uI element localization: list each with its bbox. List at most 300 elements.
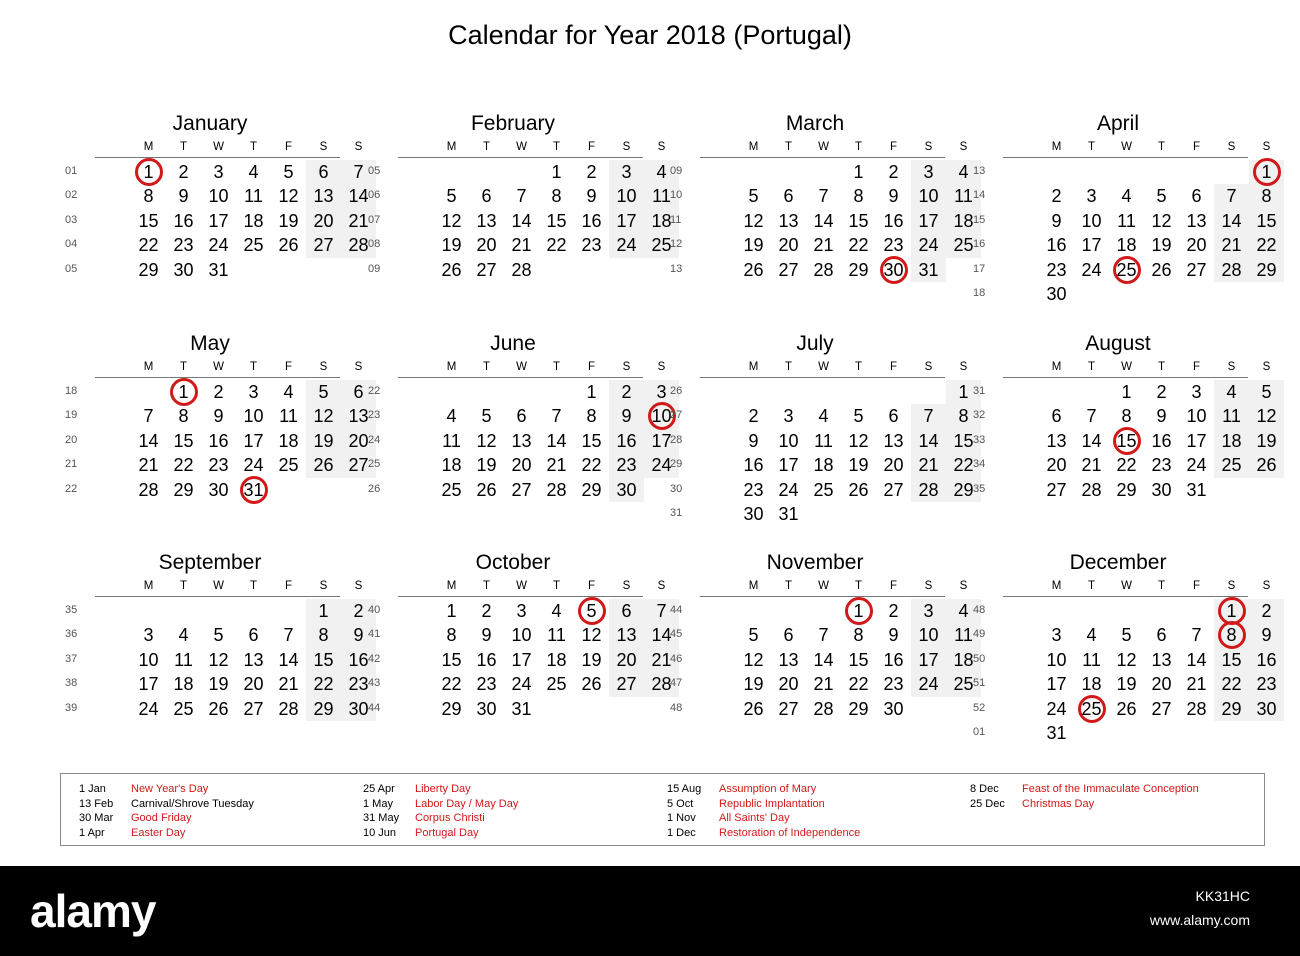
day-cell[interactable]: 22 <box>546 235 567 256</box>
day-cell[interactable]: 28 <box>511 259 532 280</box>
day-cell[interactable]: 24 <box>918 235 939 256</box>
day-cell[interactable]: 4 <box>958 601 969 621</box>
day-cell[interactable]: 14 <box>278 649 299 670</box>
day-cell[interactable]: 20 <box>476 235 497 256</box>
day-cell[interactable]: 16 <box>173 210 194 231</box>
day-cell[interactable]: 14 <box>546 430 567 451</box>
day-cell[interactable]: 8 <box>853 186 864 207</box>
day-cell[interactable]: 31 <box>1046 723 1067 743</box>
day-cell[interactable]: 1 <box>958 382 969 402</box>
day-cell[interactable]: 8 <box>586 406 597 427</box>
day-cell[interactable]: 8 <box>1226 625 1237 646</box>
day-cell[interactable]: 23 <box>208 455 229 476</box>
day-cell[interactable]: 16 <box>208 430 229 451</box>
day-cell[interactable]: 28 <box>138 479 159 500</box>
day-cell[interactable]: 28 <box>651 674 672 695</box>
day-cell[interactable]: 19 <box>743 235 764 256</box>
day-cell[interactable]: 5 <box>748 186 759 207</box>
day-cell[interactable]: 19 <box>848 455 869 476</box>
day-cell[interactable]: 3 <box>1086 186 1097 207</box>
day-cell[interactable]: 5 <box>586 601 597 621</box>
day-cell[interactable]: 13 <box>313 186 334 207</box>
day-cell[interactable]: 21 <box>138 455 159 476</box>
day-cell[interactable]: 18 <box>546 649 567 670</box>
day-cell[interactable]: 16 <box>883 210 904 231</box>
day-cell[interactable]: 1 <box>1121 382 1132 402</box>
day-cell[interactable]: 14 <box>348 186 369 207</box>
day-cell[interactable]: 13 <box>1046 430 1067 451</box>
day-cell[interactable]: 25 <box>953 674 974 695</box>
day-cell[interactable]: 8 <box>1261 186 1272 207</box>
day-cell[interactable]: 21 <box>813 674 834 695</box>
day-cell[interactable]: 17 <box>511 649 532 670</box>
day-cell[interactable]: 3 <box>923 601 934 621</box>
day-cell[interactable]: 9 <box>353 625 364 646</box>
day-cell[interactable]: 29 <box>1256 259 1277 280</box>
day-cell[interactable]: 13 <box>1186 210 1207 231</box>
day-cell[interactable]: 13 <box>883 430 904 451</box>
day-cell[interactable]: 14 <box>813 649 834 670</box>
day-cell[interactable]: 17 <box>651 430 672 451</box>
day-cell[interactable]: 31 <box>208 259 229 280</box>
day-cell[interactable]: 9 <box>586 186 597 207</box>
day-cell[interactable]: 25 <box>953 235 974 256</box>
day-cell[interactable]: 20 <box>313 210 334 231</box>
day-cell[interactable]: 5 <box>1156 186 1167 207</box>
day-cell[interactable]: 3 <box>1051 625 1062 646</box>
day-cell[interactable]: 18 <box>1116 235 1137 256</box>
day-cell[interactable]: 12 <box>848 430 869 451</box>
day-cell[interactable]: 31 <box>243 479 264 500</box>
day-cell[interactable]: 20 <box>511 455 532 476</box>
day-cell[interactable]: 17 <box>243 430 264 451</box>
day-cell[interactable]: 22 <box>441 674 462 695</box>
day-cell[interactable]: 15 <box>441 649 462 670</box>
day-cell[interactable]: 23 <box>883 235 904 256</box>
day-cell[interactable]: 7 <box>923 406 934 427</box>
day-cell[interactable]: 1 <box>1226 601 1237 621</box>
day-cell[interactable]: 30 <box>616 479 637 500</box>
day-cell[interactable]: 8 <box>178 406 189 427</box>
day-cell[interactable]: 15 <box>1116 430 1137 451</box>
day-cell[interactable]: 22 <box>138 235 159 256</box>
day-cell[interactable]: 11 <box>814 430 833 451</box>
day-cell[interactable]: 5 <box>481 406 492 427</box>
day-cell[interactable]: 27 <box>511 479 532 500</box>
day-cell[interactable]: 20 <box>1151 674 1172 695</box>
day-cell[interactable]: 13 <box>778 210 799 231</box>
day-cell[interactable]: 12 <box>476 430 497 451</box>
day-cell[interactable]: 4 <box>178 625 189 646</box>
day-cell[interactable]: 13 <box>511 430 532 451</box>
day-cell[interactable]: 15 <box>1221 649 1242 670</box>
day-cell[interactable]: 2 <box>748 406 759 427</box>
day-cell[interactable]: 21 <box>348 210 369 231</box>
day-cell[interactable]: 15 <box>848 210 869 231</box>
day-cell[interactable]: 6 <box>1051 406 1062 427</box>
day-cell[interactable]: 7 <box>516 186 527 207</box>
day-cell[interactable]: 27 <box>778 259 799 280</box>
day-cell[interactable]: 21 <box>813 235 834 256</box>
day-cell[interactable]: 26 <box>313 455 334 476</box>
day-cell[interactable]: 17 <box>1046 674 1067 695</box>
day-cell[interactable]: 29 <box>848 259 869 280</box>
day-cell[interactable]: 20 <box>778 235 799 256</box>
day-cell[interactable]: 10 <box>651 406 672 427</box>
day-cell[interactable]: 7 <box>283 625 294 646</box>
day-cell[interactable]: 22 <box>1116 455 1137 476</box>
day-cell[interactable]: 14 <box>138 430 159 451</box>
day-cell[interactable]: 26 <box>1116 698 1137 719</box>
day-cell[interactable]: 15 <box>1256 210 1277 231</box>
day-cell[interactable]: 2 <box>481 601 492 621</box>
day-cell[interactable]: 11 <box>547 625 566 646</box>
day-cell[interactable]: 11 <box>279 406 298 427</box>
day-cell[interactable]: 3 <box>213 162 224 182</box>
day-cell[interactable]: 6 <box>1191 186 1202 207</box>
day-cell[interactable]: 29 <box>173 479 194 500</box>
day-cell[interactable]: 18 <box>173 674 194 695</box>
day-cell[interactable]: 13 <box>476 210 497 231</box>
day-cell[interactable]: 4 <box>656 162 667 182</box>
day-cell[interactable]: 24 <box>1081 259 1102 280</box>
day-cell[interactable]: 18 <box>651 210 672 231</box>
day-cell[interactable]: 7 <box>818 186 829 207</box>
day-cell[interactable]: 5 <box>1261 382 1272 402</box>
day-cell[interactable]: 5 <box>748 625 759 646</box>
day-cell[interactable]: 3 <box>783 406 794 427</box>
day-cell[interactable]: 3 <box>516 601 527 621</box>
day-cell[interactable]: 26 <box>848 479 869 500</box>
day-cell[interactable]: 19 <box>313 430 334 451</box>
day-cell[interactable]: 2 <box>213 382 224 402</box>
day-cell[interactable]: 27 <box>1186 259 1207 280</box>
day-cell[interactable]: 27 <box>616 674 637 695</box>
day-cell[interactable]: 29 <box>581 479 602 500</box>
day-cell[interactable]: 14 <box>1081 430 1102 451</box>
day-cell[interactable]: 11 <box>954 186 973 207</box>
day-cell[interactable]: 22 <box>173 455 194 476</box>
day-cell[interactable]: 26 <box>743 698 764 719</box>
day-cell[interactable]: 22 <box>848 235 869 256</box>
day-cell[interactable]: 21 <box>918 455 939 476</box>
day-cell[interactable]: 2 <box>888 162 899 182</box>
day-cell[interactable]: 11 <box>954 625 973 646</box>
day-cell[interactable]: 24 <box>1186 455 1207 476</box>
day-cell[interactable]: 10 <box>616 186 637 207</box>
day-cell[interactable]: 27 <box>313 235 334 256</box>
day-cell[interactable]: 28 <box>813 259 834 280</box>
day-cell[interactable]: 1 <box>853 162 864 182</box>
day-cell[interactable]: 19 <box>476 455 497 476</box>
day-cell[interactable]: 18 <box>953 210 974 231</box>
day-cell[interactable]: 8 <box>143 186 154 207</box>
day-cell[interactable]: 15 <box>173 430 194 451</box>
day-cell[interactable]: 28 <box>348 235 369 256</box>
day-cell[interactable]: 21 <box>511 235 532 256</box>
day-cell[interactable]: 26 <box>1256 455 1277 476</box>
day-cell[interactable]: 2 <box>586 162 597 182</box>
day-cell[interactable]: 28 <box>1221 259 1242 280</box>
day-cell[interactable]: 12 <box>278 186 299 207</box>
day-cell[interactable]: 18 <box>1221 430 1242 451</box>
day-cell[interactable]: 30 <box>173 259 194 280</box>
day-cell[interactable]: 11 <box>1222 406 1241 427</box>
day-cell[interactable]: 23 <box>1046 259 1067 280</box>
day-cell[interactable]: 7 <box>1086 406 1097 427</box>
day-cell[interactable]: 23 <box>476 674 497 695</box>
day-cell[interactable]: 10 <box>208 186 229 207</box>
day-cell[interactable]: 6 <box>318 162 329 182</box>
day-cell[interactable]: 19 <box>278 210 299 231</box>
day-cell[interactable]: 2 <box>353 601 364 621</box>
day-cell[interactable]: 2 <box>1261 601 1272 621</box>
day-cell[interactable]: 9 <box>888 625 899 646</box>
day-cell[interactable]: 30 <box>208 479 229 500</box>
day-cell[interactable]: 23 <box>743 479 764 500</box>
day-cell[interactable]: 27 <box>883 479 904 500</box>
day-cell[interactable]: 23 <box>1151 455 1172 476</box>
day-cell[interactable]: 20 <box>1186 235 1207 256</box>
day-cell[interactable]: 30 <box>743 504 764 524</box>
day-cell[interactable]: 12 <box>441 210 462 231</box>
day-cell[interactable]: 25 <box>813 479 834 500</box>
day-cell[interactable]: 1 <box>178 382 189 402</box>
day-cell[interactable]: 22 <box>313 674 334 695</box>
day-cell[interactable]: 20 <box>1046 455 1067 476</box>
day-cell[interactable]: 9 <box>1051 210 1062 231</box>
day-cell[interactable]: 3 <box>656 382 667 402</box>
day-cell[interactable]: 3 <box>1191 382 1202 402</box>
day-cell[interactable]: 29 <box>138 259 159 280</box>
day-cell[interactable]: 6 <box>353 382 364 402</box>
day-cell[interactable]: 30 <box>1256 698 1277 719</box>
day-cell[interactable]: 23 <box>348 674 369 695</box>
day-cell[interactable]: 23 <box>883 674 904 695</box>
day-cell[interactable]: 24 <box>651 455 672 476</box>
day-cell[interactable]: 6 <box>621 601 632 621</box>
day-cell[interactable]: 25 <box>278 455 299 476</box>
day-cell[interactable]: 4 <box>1226 382 1237 402</box>
day-cell[interactable]: 8 <box>318 625 329 646</box>
day-cell[interactable]: 25 <box>1081 698 1102 719</box>
day-cell[interactable]: 15 <box>953 430 974 451</box>
site-url[interactable]: www.alamy.com <box>1149 912 1250 928</box>
day-cell[interactable]: 1 <box>853 601 864 621</box>
day-cell[interactable]: 3 <box>248 382 259 402</box>
day-cell[interactable]: 2 <box>888 601 899 621</box>
day-cell[interactable]: 11 <box>652 186 671 207</box>
day-cell[interactable]: 8 <box>1121 406 1132 427</box>
day-cell[interactable]: 11 <box>174 649 193 670</box>
day-cell[interactable]: 12 <box>1116 649 1137 670</box>
day-cell[interactable]: 8 <box>958 406 969 427</box>
day-cell[interactable]: 19 <box>1256 430 1277 451</box>
day-cell[interactable]: 16 <box>348 649 369 670</box>
day-cell[interactable]: 13 <box>778 649 799 670</box>
day-cell[interactable]: 6 <box>1156 625 1167 646</box>
day-cell[interactable]: 18 <box>278 430 299 451</box>
day-cell[interactable]: 29 <box>1116 479 1137 500</box>
day-cell[interactable]: 26 <box>581 674 602 695</box>
day-cell[interactable]: 21 <box>651 649 672 670</box>
day-cell[interactable]: 16 <box>743 455 764 476</box>
day-cell[interactable]: 22 <box>1256 235 1277 256</box>
day-cell[interactable]: 13 <box>243 649 264 670</box>
day-cell[interactable]: 25 <box>546 674 567 695</box>
day-cell[interactable]: 1 <box>551 162 562 182</box>
day-cell[interactable]: 15 <box>546 210 567 231</box>
day-cell[interactable]: 25 <box>651 235 672 256</box>
day-cell[interactable]: 4 <box>1121 186 1132 207</box>
day-cell[interactable]: 16 <box>581 210 602 231</box>
day-cell[interactable]: 6 <box>516 406 527 427</box>
day-cell[interactable]: 26 <box>441 259 462 280</box>
day-cell[interactable]: 14 <box>1221 210 1242 231</box>
day-cell[interactable]: 29 <box>848 698 869 719</box>
day-cell[interactable]: 6 <box>888 406 899 427</box>
day-cell[interactable]: 10 <box>1081 210 1102 231</box>
day-cell[interactable]: 1 <box>1261 162 1272 182</box>
day-cell[interactable]: 5 <box>318 382 329 402</box>
day-cell[interactable]: 14 <box>918 430 939 451</box>
day-cell[interactable]: 26 <box>278 235 299 256</box>
day-cell[interactable]: 18 <box>1081 674 1102 695</box>
day-cell[interactable]: 10 <box>918 625 939 646</box>
day-cell[interactable]: 7 <box>143 406 154 427</box>
day-cell[interactable]: 30 <box>883 259 904 280</box>
day-cell[interactable]: 24 <box>616 235 637 256</box>
day-cell[interactable]: 19 <box>743 674 764 695</box>
day-cell[interactable]: 26 <box>476 479 497 500</box>
day-cell[interactable]: 29 <box>1221 698 1242 719</box>
day-cell[interactable]: 28 <box>813 698 834 719</box>
day-cell[interactable]: 11 <box>1117 210 1136 231</box>
day-cell[interactable]: 27 <box>348 455 369 476</box>
day-cell[interactable]: 1 <box>318 601 329 621</box>
day-cell[interactable]: 24 <box>778 479 799 500</box>
day-cell[interactable]: 7 <box>1191 625 1202 646</box>
day-cell[interactable]: 30 <box>883 698 904 719</box>
day-cell[interactable]: 2 <box>1156 382 1167 402</box>
day-cell[interactable]: 3 <box>923 162 934 182</box>
day-cell[interactable]: 28 <box>1186 698 1207 719</box>
day-cell[interactable]: 12 <box>743 649 764 670</box>
day-cell[interactable]: 27 <box>476 259 497 280</box>
day-cell[interactable]: 27 <box>1151 698 1172 719</box>
day-cell[interactable]: 20 <box>243 674 264 695</box>
day-cell[interactable]: 7 <box>353 162 364 182</box>
day-cell[interactable]: 20 <box>883 455 904 476</box>
day-cell[interactable]: 16 <box>1046 235 1067 256</box>
day-cell[interactable]: 9 <box>481 625 492 646</box>
day-cell[interactable]: 6 <box>783 186 794 207</box>
day-cell[interactable]: 10 <box>1186 406 1207 427</box>
day-cell[interactable]: 23 <box>616 455 637 476</box>
day-cell[interactable]: 9 <box>1156 406 1167 427</box>
day-cell[interactable]: 24 <box>918 674 939 695</box>
day-cell[interactable]: 25 <box>1116 259 1137 280</box>
day-cell[interactable]: 1 <box>446 601 457 621</box>
day-cell[interactable]: 4 <box>283 382 294 402</box>
day-cell[interactable]: 7 <box>656 601 667 621</box>
day-cell[interactable]: 7 <box>1226 186 1237 207</box>
day-cell[interactable]: 17 <box>778 455 799 476</box>
day-cell[interactable]: 27 <box>778 698 799 719</box>
day-cell[interactable]: 28 <box>1081 479 1102 500</box>
day-cell[interactable]: 14 <box>511 210 532 231</box>
day-cell[interactable]: 25 <box>243 235 264 256</box>
day-cell[interactable]: 17 <box>138 674 159 695</box>
day-cell[interactable]: 12 <box>1151 210 1172 231</box>
day-cell[interactable]: 7 <box>818 625 829 646</box>
day-cell[interactable]: 21 <box>1221 235 1242 256</box>
day-cell[interactable]: 18 <box>243 210 264 231</box>
day-cell[interactable]: 22 <box>953 455 974 476</box>
day-cell[interactable]: 19 <box>441 235 462 256</box>
day-cell[interactable]: 19 <box>581 649 602 670</box>
day-cell[interactable]: 5 <box>213 625 224 646</box>
day-cell[interactable]: 16 <box>883 649 904 670</box>
day-cell[interactable]: 13 <box>348 406 369 427</box>
day-cell[interactable]: 4 <box>1086 625 1097 646</box>
day-cell[interactable]: 10 <box>918 186 939 207</box>
day-cell[interactable]: 21 <box>278 674 299 695</box>
day-cell[interactable]: 12 <box>208 649 229 670</box>
day-cell[interactable]: 17 <box>918 649 939 670</box>
day-cell[interactable]: 2 <box>178 162 189 182</box>
day-cell[interactable]: 18 <box>953 649 974 670</box>
day-cell[interactable]: 17 <box>616 210 637 231</box>
day-cell[interactable]: 15 <box>138 210 159 231</box>
day-cell[interactable]: 14 <box>813 210 834 231</box>
day-cell[interactable]: 30 <box>1046 284 1067 304</box>
day-cell[interactable]: 17 <box>918 210 939 231</box>
day-cell[interactable]: 16 <box>1151 430 1172 451</box>
day-cell[interactable]: 31 <box>918 259 939 280</box>
day-cell[interactable]: 10 <box>511 625 532 646</box>
day-cell[interactable]: 9 <box>213 406 224 427</box>
day-cell[interactable]: 31 <box>778 504 799 524</box>
day-cell[interactable]: 2 <box>621 382 632 402</box>
day-cell[interactable]: 12 <box>581 625 602 646</box>
day-cell[interactable]: 1 <box>143 162 154 182</box>
day-cell[interactable]: 9 <box>178 186 189 207</box>
day-cell[interactable]: 29 <box>313 698 334 719</box>
day-cell[interactable]: 16 <box>616 430 637 451</box>
day-cell[interactable]: 3 <box>621 162 632 182</box>
day-cell[interactable]: 31 <box>1186 479 1207 500</box>
day-cell[interactable]: 23 <box>173 235 194 256</box>
day-cell[interactable]: 26 <box>743 259 764 280</box>
day-cell[interactable]: 5 <box>1121 625 1132 646</box>
day-cell[interactable]: 17 <box>1186 430 1207 451</box>
day-cell[interactable]: 28 <box>918 479 939 500</box>
day-cell[interactable]: 20 <box>778 674 799 695</box>
day-cell[interactable]: 8 <box>853 625 864 646</box>
day-cell[interactable]: 23 <box>1256 674 1277 695</box>
day-cell[interactable]: 7 <box>551 406 562 427</box>
day-cell[interactable]: 30 <box>476 698 497 719</box>
day-cell[interactable]: 21 <box>1081 455 1102 476</box>
day-cell[interactable]: 24 <box>208 235 229 256</box>
day-cell[interactable]: 17 <box>1081 235 1102 256</box>
day-cell[interactable]: 19 <box>208 674 229 695</box>
day-cell[interactable]: 28 <box>546 479 567 500</box>
day-cell[interactable]: 19 <box>1151 235 1172 256</box>
day-cell[interactable]: 11 <box>1082 649 1101 670</box>
alamy-logo[interactable]: alamy <box>30 885 156 937</box>
